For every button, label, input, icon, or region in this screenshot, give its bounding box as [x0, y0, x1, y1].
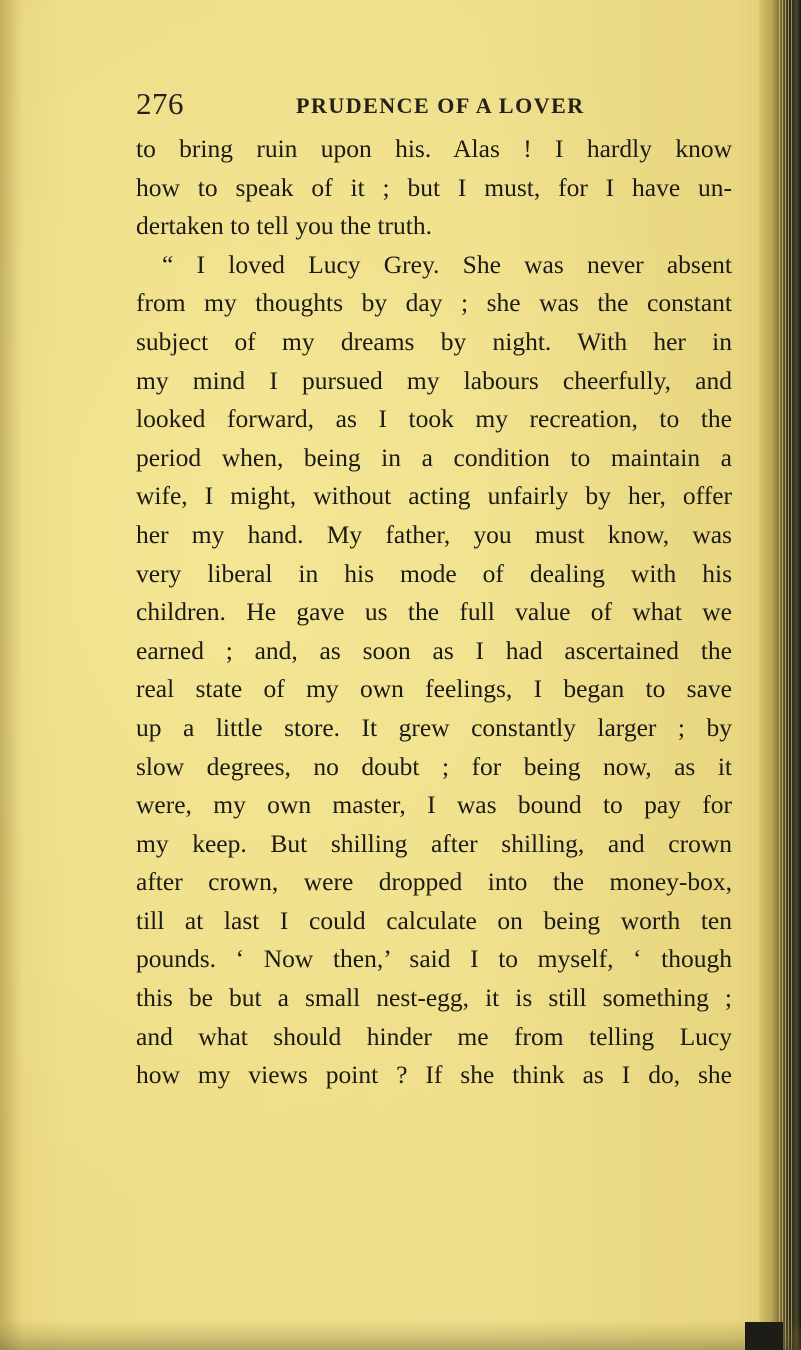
text-line-6: subject of my dreams by night. With her in: [136, 326, 732, 356]
text-line-5: from my thoughts by day ; she was the constant: [136, 288, 732, 318]
page-bottom-shadow: [0, 1320, 801, 1350]
text-line-2: how to speak of it ; but I must, for I have un-: [136, 172, 732, 202]
text-line-20: after crown, were dropped into the money-box,: [136, 867, 732, 897]
text-line-4: “ I loved Lucy Grey. She was never absent: [162, 249, 732, 279]
page-header: [136, 86, 736, 126]
page-number: 276: [136, 86, 184, 121]
text-line-14: earned ; and, as soon as I had ascertained the: [136, 635, 732, 665]
text-line-13: children. He gave us the full value of what we: [136, 597, 732, 627]
text-line-23: this be but a small nest-egg, it is still something ;: [136, 983, 732, 1013]
text-line-9: period when, being in a condition to maintain a: [136, 442, 732, 472]
body-text: [136, 130, 732, 1095]
text-line-16: up a little store. It grew constantly larger ; by: [136, 712, 732, 742]
gutter-shadow: [0, 0, 22, 1350]
page-edge-stripes: [779, 0, 793, 1350]
text-line-19: my keep. But shilling after shilling, and crown: [136, 828, 732, 858]
running-head: PRUDENCE OF A LOVER: [296, 93, 585, 118]
text-line-21: till at last I could calculate on being worth ten: [136, 905, 732, 935]
text-line-24: and what should hinder me from telling Lucy: [136, 1021, 732, 1051]
text-line-7: my mind I pursued my labours cheerfully, and: [136, 365, 732, 395]
text-line-25: how my views point ? If she think as I do, she: [136, 1060, 732, 1090]
text-line-10: wife, I might, without acting unfairly by her, offer: [136, 481, 732, 511]
text-line-17: slow degrees, no doubt ; for being now, as it: [136, 751, 732, 781]
text-line-3: dertaken to tell you the truth.: [136, 211, 433, 241]
text-line-15: real state of my own feelings, I began to save: [136, 674, 732, 704]
text-line-22: pounds. ‘ Now then,’ said I to myself, ‘ though: [136, 944, 732, 974]
text-line-11: her my hand. My father, you must know, was: [136, 519, 732, 549]
text-line-12: very liberal in his mode of dealing with his: [136, 558, 732, 588]
text-line-8: looked forward, as I took my recreation, to the: [136, 404, 732, 434]
corner-mark: [745, 1322, 783, 1350]
text-line-18: were, my own master, I was bound to pay for: [136, 790, 732, 820]
text-line-1: to bring ruin upon his. Alas ! I hardly know: [136, 134, 732, 163]
